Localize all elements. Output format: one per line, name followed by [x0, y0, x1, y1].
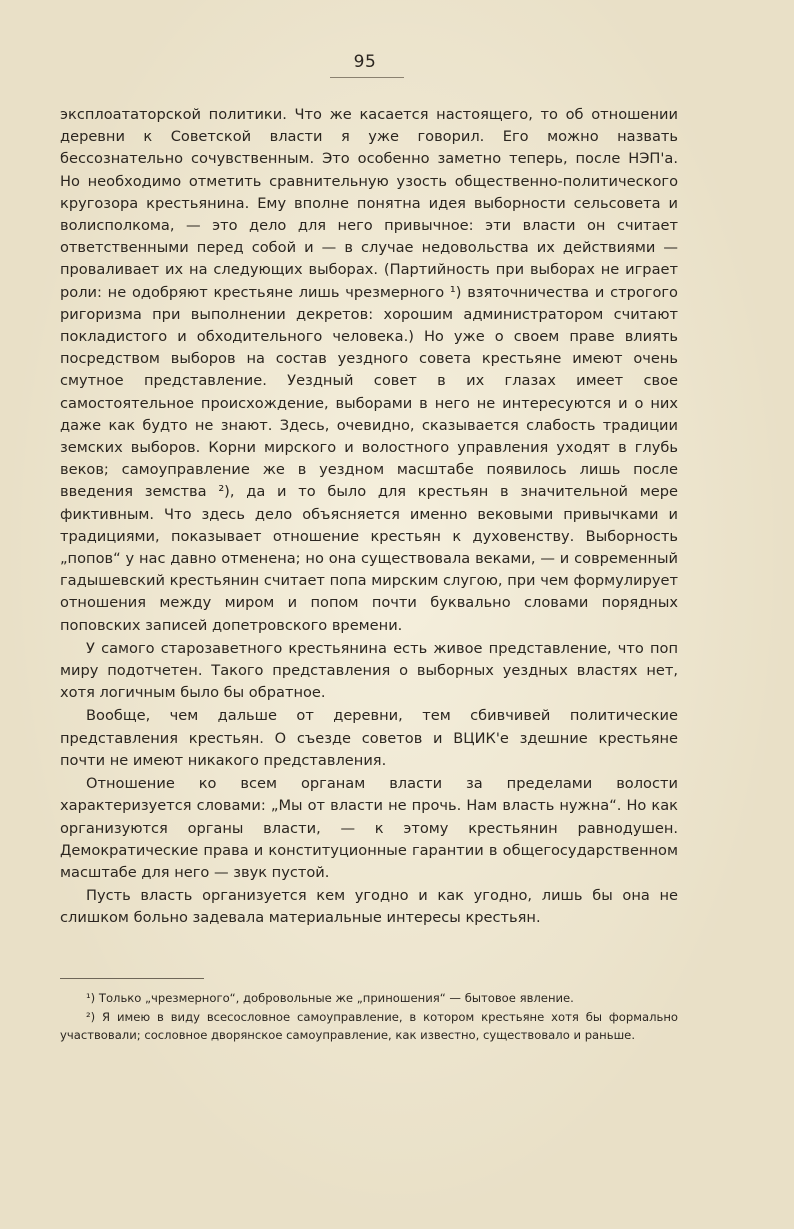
- paragraph-2: У самого старозаветного крестьянина есть живое представление, что поп миру подотчетен. Такого представления о выборных уездных властях нет, хотя логичным было бы обратное.: [60, 639, 678, 702]
- footnote-2: ²) Я имею в виду всесословное самоуправление, в котором крестьяне хотя бы формально участвовали; сословное дворянское самоуправление, как известно, существовало и раньше.: [60, 1009, 678, 1042]
- footnote-separator: [60, 978, 204, 979]
- body-text: [60, 104, 678, 930]
- paragraph-3: Вообще, чем дальше от деревни, тем сбивчивей политические представления крестьян. О съезде советов и ВЦИК'е здешние крестьяне почти не имеют никакого представления.: [60, 707, 678, 769]
- paragraph-4: Отношение ко всем органам власти за пределами волости характеризуется словами: „Мы от власти не прочь. Нам власть нужна“. Но как организуются органы власти, — к этому крестьянин равнодушен. Демократические права и конституционные гарантии в общегосударственном масштабе для него — звук пустой.: [60, 775, 678, 881]
- footnotes: [60, 989, 678, 1045]
- paragraph-1: эксплоататорской политики. Что же касается настоящего, то об отношении деревни к Советской власти я уже говорил. Его можно назвать бессознательно сочувственным. Это особенно заметно теперь, после НЭП'а. Но необходимо отметить сравнительную узость общественно-политического кругозора крестьянина. Ему вполне понятна идея выборности сельсовета и волисполкома, — это дело для него привычное: эти власти он считает ответственными перед собой и — в случае недовольства их действиями — проваливает их на следующих выборах. (Партийность при выборах не играет роли: не одобряют крестьяне лишь чрезмерного ¹) взяточничества и строгого ригоризма при выполнении декретов: хорошим администратором считают покладистого и обходительного человека.) Но уже о своем праве влиять посредством выборов на состав уездного совета крестьяне имеют очень смутное представление. Уездный совет в их глазах имеет свое самостоятельное происхождение, выборами в него не интересуются и о них даже как будто не знают. Здесь, очевидно, сказывается слабость традиции земских выборов. Корни мирского и волостного управления уходят в глубь веков; самоуправление же в уездном масштабе появилось лишь после введения земства ²), да и то было для крестьян в значительной мере фиктивным. Что здесь дело объясняется именно вековыми привычками и традициями, показывает отношение крестьян к духовенству. Выборность „попов“ у нас давно отменена; но она существовала веками, — и современный гадышевский крестьянин считает попа мирским слугою, при чем формулирует отношения между миром и попом почти буквально словами порядных поповских записей допетровского времени.: [60, 106, 678, 634]
- footnote-1: ¹) Только „чрезмерного“, добровольные же „приношения“ — бытовое явление.: [86, 991, 574, 1005]
- page-number: 95: [353, 52, 377, 72]
- page-number-rule: [330, 77, 404, 78]
- paragraph-5: Пусть власть организуется кем угодно и как угодно, лишь бы она не слишком больно задевала материальные интересы крестьян.: [60, 887, 678, 927]
